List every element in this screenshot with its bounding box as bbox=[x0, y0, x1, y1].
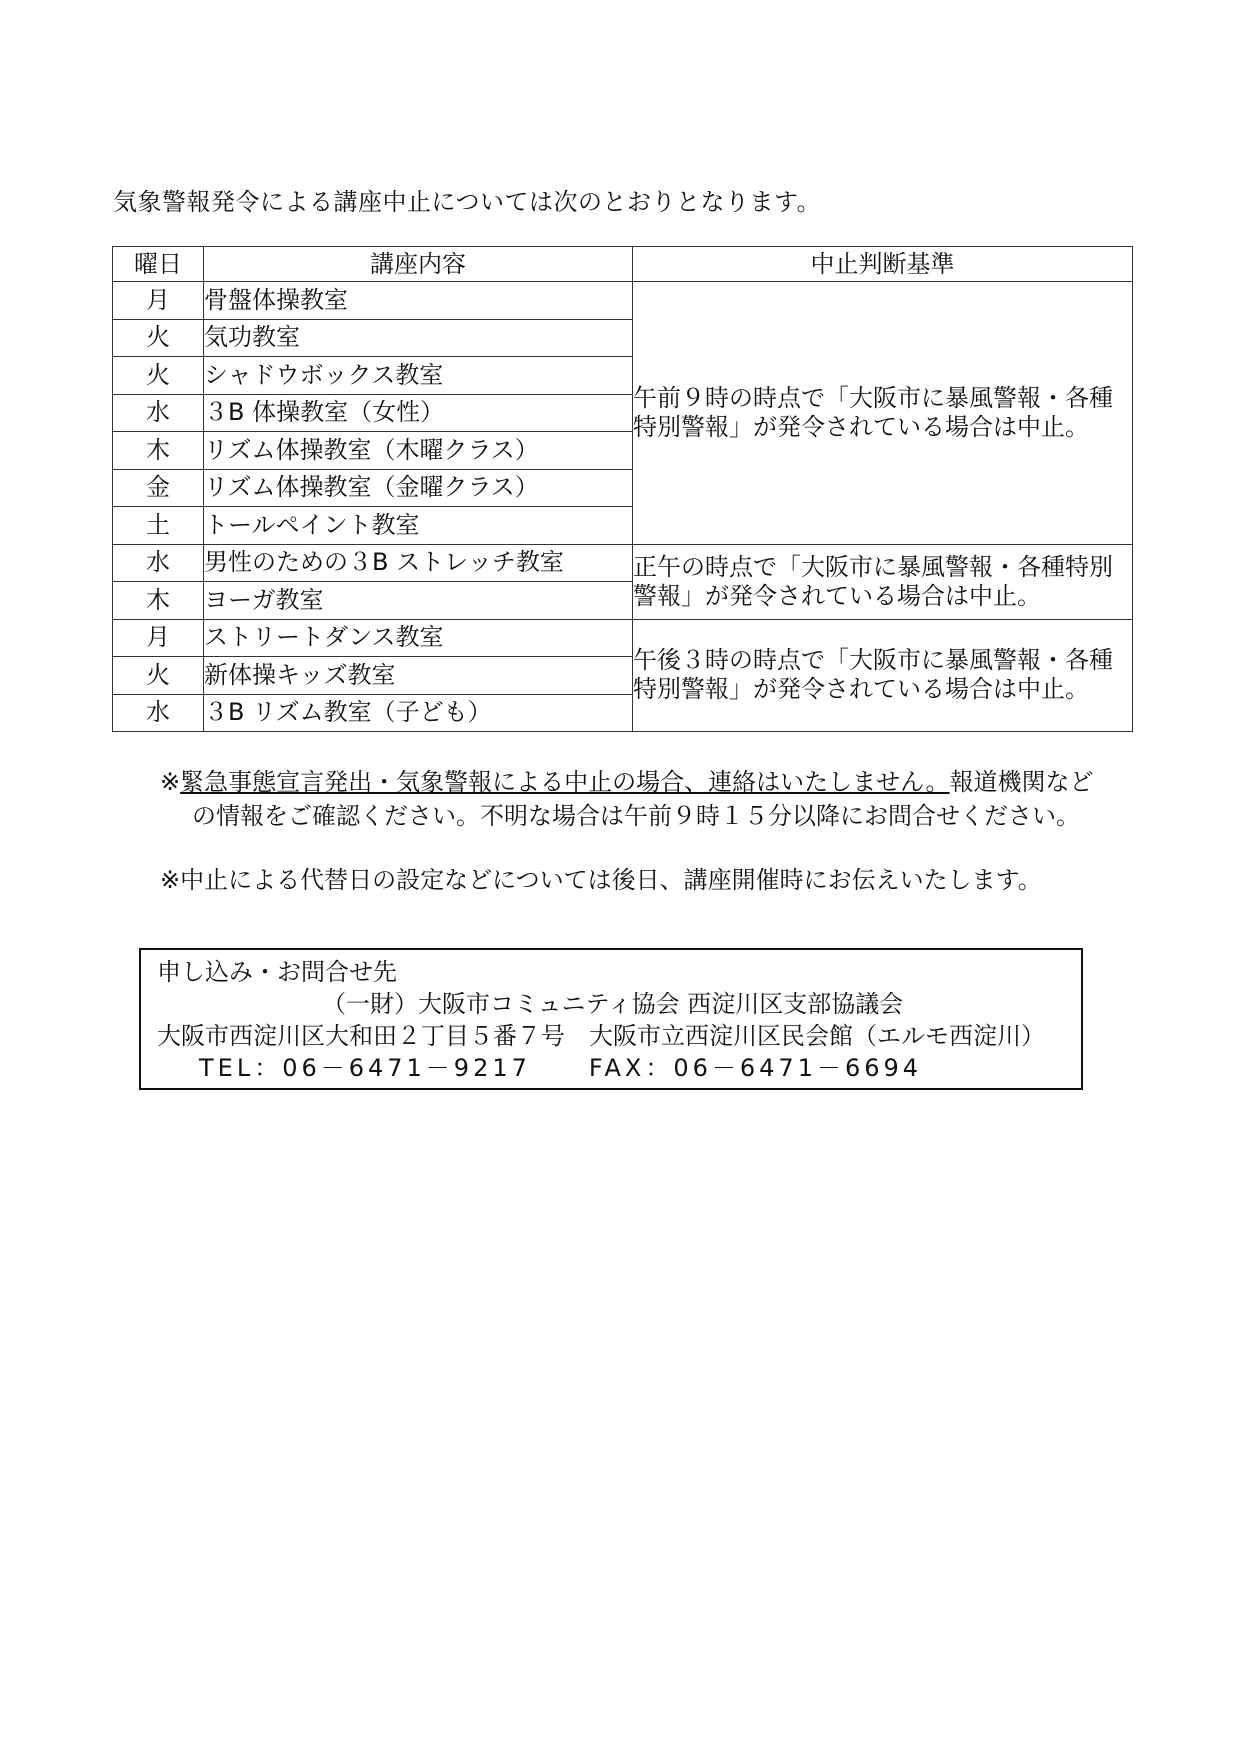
row-day: 火 bbox=[113, 357, 204, 395]
row-day: 月 bbox=[113, 282, 204, 320]
row-course: ストリートダンス教室 bbox=[204, 619, 633, 657]
row-course: リズム体操教室（木曜クラス） bbox=[204, 432, 633, 470]
row-course: ３B リズム教室（子ども） bbox=[204, 694, 633, 732]
row-day: 火 bbox=[113, 319, 204, 357]
row-course: 骨盤体操教室 bbox=[204, 282, 633, 320]
contact-box bbox=[139, 948, 1083, 1090]
row-day: 土 bbox=[113, 507, 204, 545]
contact-organization: （一財）大阪市コミュニティ協会 西淀川区支部協議会 bbox=[322, 990, 904, 1018]
contact-heading: 申し込み・お問合せ先 bbox=[157, 958, 397, 986]
row-day: 水 bbox=[113, 544, 204, 582]
cancellation-table bbox=[112, 246, 1133, 732]
table-header-row bbox=[113, 247, 1133, 282]
header-criteria: 中止判断基準 bbox=[633, 247, 1133, 282]
note-rest-a: 報道機関など bbox=[949, 768, 1094, 796]
row-day: 火 bbox=[113, 657, 204, 695]
row-day: 木 bbox=[113, 432, 204, 470]
row-course: シャドウボックス教室 bbox=[204, 357, 633, 395]
row-course: ヨーガ教室 bbox=[204, 582, 633, 620]
contact-address: 大阪市西淀川区大和田２丁目５番７号 大阪市立西淀川区民会館（エルモ西淀川） bbox=[157, 1022, 1045, 1050]
table-row bbox=[113, 544, 1133, 582]
contact-fax: FAX：06－6471－6694 bbox=[588, 1054, 923, 1082]
table-row bbox=[113, 619, 1133, 657]
row-course: ３B 体操教室（女性） bbox=[204, 394, 633, 432]
note-no-contact bbox=[160, 765, 1140, 833]
table-row bbox=[113, 282, 1133, 320]
notes-section bbox=[160, 765, 1140, 897]
row-day: 水 bbox=[113, 694, 204, 732]
criteria-afternoon: 午後３時の時点で「大阪市に暴風警報・各種特別警報」が発令されている場合は中止。 bbox=[633, 619, 1133, 732]
header-course: 講座内容 bbox=[204, 247, 633, 282]
row-day: 金 bbox=[113, 469, 204, 507]
row-course: 新体操キッズ教室 bbox=[204, 657, 633, 695]
row-day: 水 bbox=[113, 394, 204, 432]
criteria-noon: 正午の時点で「大阪市に暴風警報・各種特別警報」が発令されている場合は中止。 bbox=[633, 544, 1133, 619]
row-course: 男性のための３B ストレッチ教室 bbox=[204, 544, 633, 582]
row-course: リズム体操教室（金曜クラス） bbox=[204, 469, 633, 507]
row-course: トールペイント教室 bbox=[204, 507, 633, 545]
row-course: 気功教室 bbox=[204, 319, 633, 357]
header-day: 曜日 bbox=[113, 247, 204, 282]
contact-tel: TEL：06－6471－9217 bbox=[199, 1054, 531, 1082]
criteria-morning: 午前９時の時点で「大阪市に暴風警報・各種特別警報」が発令されている場合は中止。 bbox=[633, 282, 1133, 545]
note-rest-b: の情報をご確認ください。不明な場合は午前９時１５分以降にお問合せください。 bbox=[192, 802, 1080, 830]
note-substitute-date: ※中止による代替日の設定などについては後日、講座開催時にお伝えいたします。 bbox=[160, 866, 1042, 894]
note-prefix: ※ bbox=[160, 768, 181, 796]
intro-text: 気象警報発令による講座中止については次のとおりとなります。 bbox=[113, 188, 822, 216]
row-day: 木 bbox=[113, 582, 204, 620]
row-day: 月 bbox=[113, 619, 204, 657]
note-underlined-text: 緊急事態宣言発出・気象警報による中止の場合、連絡はいたしません。 bbox=[180, 768, 950, 796]
